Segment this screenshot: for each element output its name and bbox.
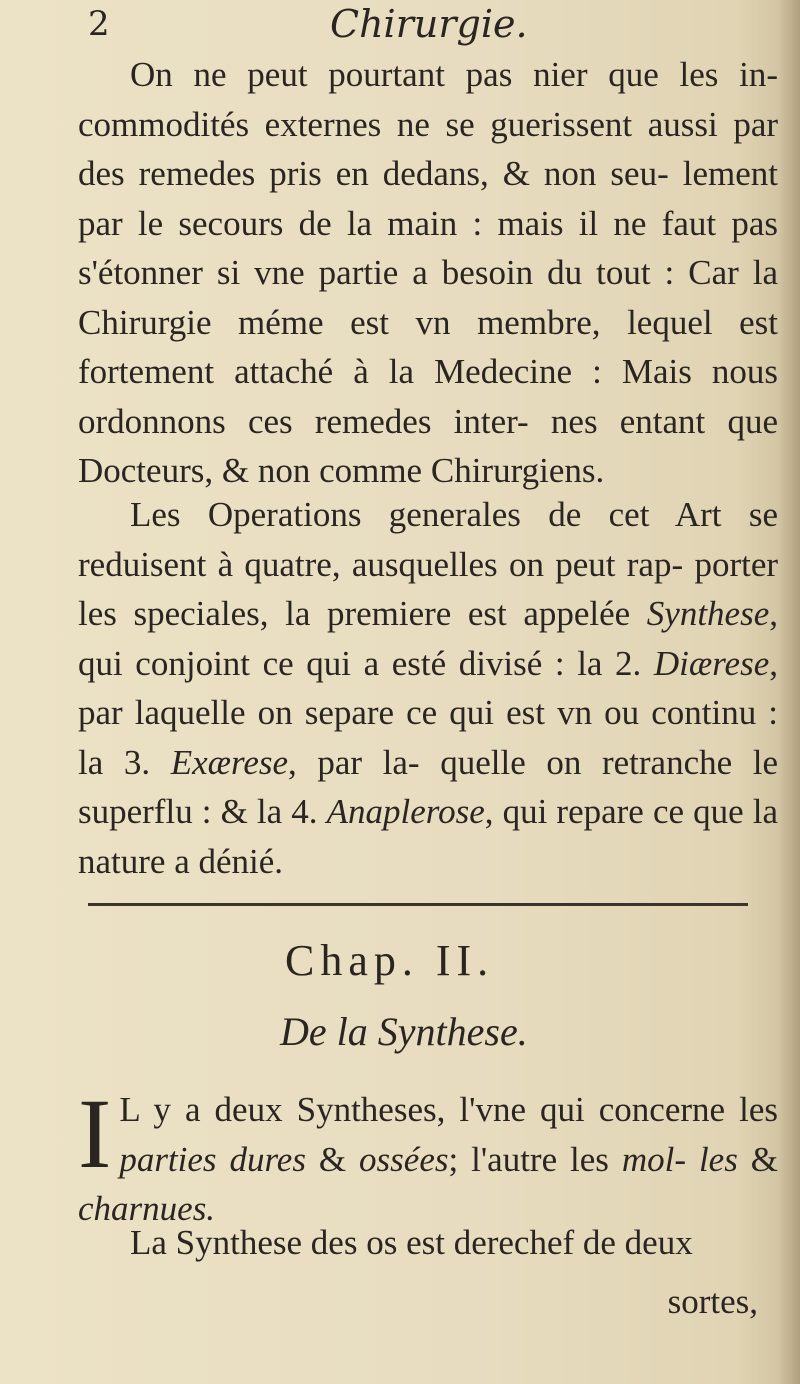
term-molles: mol- — [621, 1139, 687, 1179]
para3-line: ; l'autre les — [448, 1139, 622, 1179]
paragraph-4-body: La Synthese des os est derechef de deux — [130, 1223, 693, 1262]
para2-line: Les Operations generales de cet Art se — [130, 495, 778, 534]
para3-line: & — [737, 1139, 778, 1179]
para1-line: tout : Car la Chirurgie méme est vn membre, — [78, 253, 778, 342]
para2-line: porter les speciales, la premiere est appelée — [78, 544, 779, 633]
term-parties-dures: parties dures — [119, 1139, 306, 1179]
para1-line: Mais nous ordonnons ces remedes inter- — [78, 352, 779, 441]
para2-line: , qui conjoint ce qui a esté divisé : — [78, 594, 778, 683]
para1-line: Chirurgiens. — [430, 451, 605, 490]
term-charnues: charnues. — [78, 1189, 216, 1228]
para1-line: faut pas s'étonner si vne partie a besoin du — [78, 203, 778, 292]
para2-line: quelle on retranche le superflu : & la 4. — [78, 742, 779, 831]
paragraph-3 — [78, 1078, 779, 1234]
paragraph-1-body — [78, 50, 778, 496]
page-edge-shadow — [778, 0, 800, 1384]
para3-line: les — [739, 1090, 779, 1129]
term-diaerese: Diærese — [653, 643, 770, 683]
term-synthese: Synthese — [646, 594, 770, 633]
paragraph-2 — [78, 490, 778, 886]
term-les: les — [698, 1139, 738, 1179]
term-exaerese: Exærese — [170, 742, 289, 782]
term-anaplerose: Anaplerose — [326, 792, 485, 831]
para3-line: & — [305, 1139, 360, 1179]
para2-line: reduisent à quatre, ausquelles on peut rap- — [78, 544, 684, 584]
paragraph-4 — [78, 1218, 778, 1268]
term-ossees: ossées — [359, 1139, 449, 1179]
para2-line: la 2. — [577, 643, 654, 683]
chapter-title: De la Synthese. — [280, 1009, 528, 1054]
chapter-heading: Chap. II. — [285, 936, 495, 985]
para2-line: est vn ou continu : la 3. — [78, 693, 779, 782]
section-divider — [88, 903, 748, 906]
page-number: 2 — [88, 4, 110, 44]
paragraph-3-body — [78, 1078, 779, 1234]
para3-line: L y a deux Syntheses, l'vne qui concerne — [119, 1090, 726, 1129]
para1-line: lement par le secours de la main : mais il ne — [78, 154, 778, 243]
paragraph-1 — [78, 50, 778, 496]
para1-line: par des remedes pris en dedans, & non seu- — [78, 104, 779, 193]
para1-line: commodités externes ne se guerissent aussi — [78, 104, 718, 144]
para2-line: , par la- — [288, 742, 420, 782]
para1-line: nes entant que Docteurs, & non comme — [78, 401, 778, 490]
para1-line: lequel est fortement attaché à la Medecine : — [78, 302, 779, 391]
paragraph-2-body — [78, 490, 778, 886]
para1-line: On ne peut pourtant pas nier que les in- — [130, 55, 778, 94]
running-title: Chirurgie. — [330, 2, 528, 46]
drop-capital: I — [78, 1078, 112, 1189]
para2-line: dénié. — [198, 841, 284, 881]
catchword: sortes, — [667, 1282, 758, 1321]
para2-line: , par laquelle on separe ce qui — [78, 643, 778, 732]
para2-line: , qui repare ce que la nature a — [78, 792, 778, 881]
